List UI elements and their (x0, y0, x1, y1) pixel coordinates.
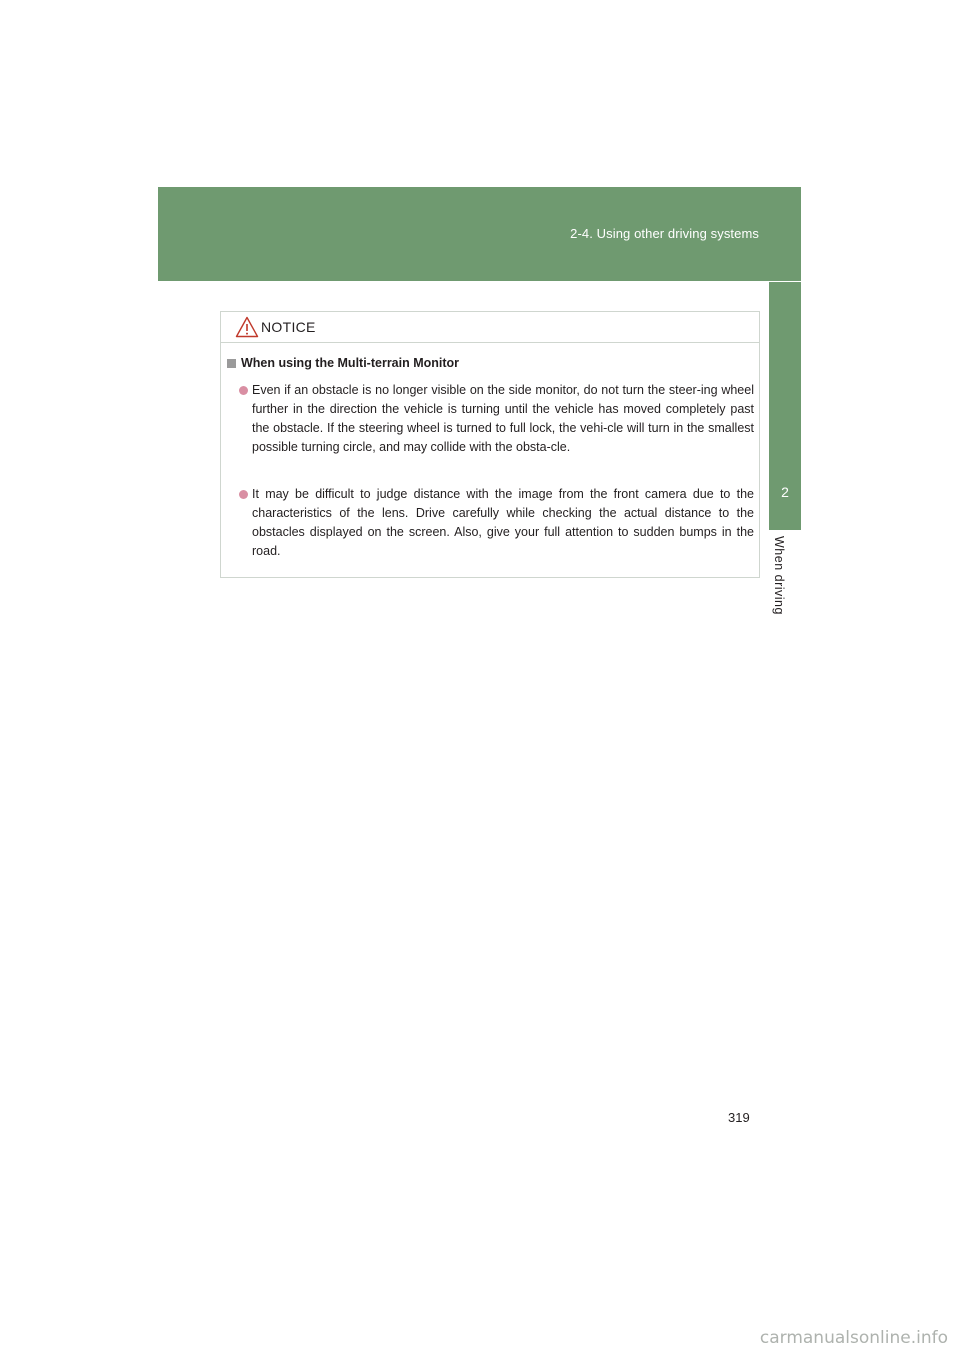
notice-box (220, 311, 760, 578)
section-title: 2-4. Using other driving systems (570, 226, 759, 241)
chapter-label: When driving (772, 536, 786, 615)
notice-bullet (252, 381, 754, 457)
page-number: 319 (728, 1110, 750, 1125)
notice-bullet (252, 485, 754, 561)
chapter-number: 2 (781, 484, 789, 500)
bullet-dot-icon (239, 490, 248, 499)
watermark: carmanualsonline.info (759, 1328, 948, 1348)
square-bullet-icon (227, 359, 236, 368)
bullet-text: It may be difficult to judge distance with the image from the front camera due to the characteristics of the lens. Drive carefully while checking the actual distance to the obstacles displayed on the screen. Also, give your full attention to sudden bumps in the road. (252, 487, 754, 558)
chapter-tab (769, 282, 801, 530)
notice-title: NOTICE (261, 319, 316, 335)
notice-header (221, 312, 759, 343)
bullet-dot-icon (239, 386, 248, 395)
bullet-text: Even if an obstacle is no longer visible on the side monitor, do not turn the steer-ing wheel further in the direction the vehicle is turning until the vehicle has moved completely past the obstacle. If the steering wheel is turned to full lock, the vehi-cle will turn in the smallest possible turning circle, and may collide with the obsta-cle. (252, 383, 754, 454)
warning-triangle-icon (235, 316, 259, 338)
header-band (158, 187, 801, 281)
subheading-text: When using the Multi-terrain Monitor (241, 356, 460, 370)
notice-subheading (225, 356, 459, 370)
